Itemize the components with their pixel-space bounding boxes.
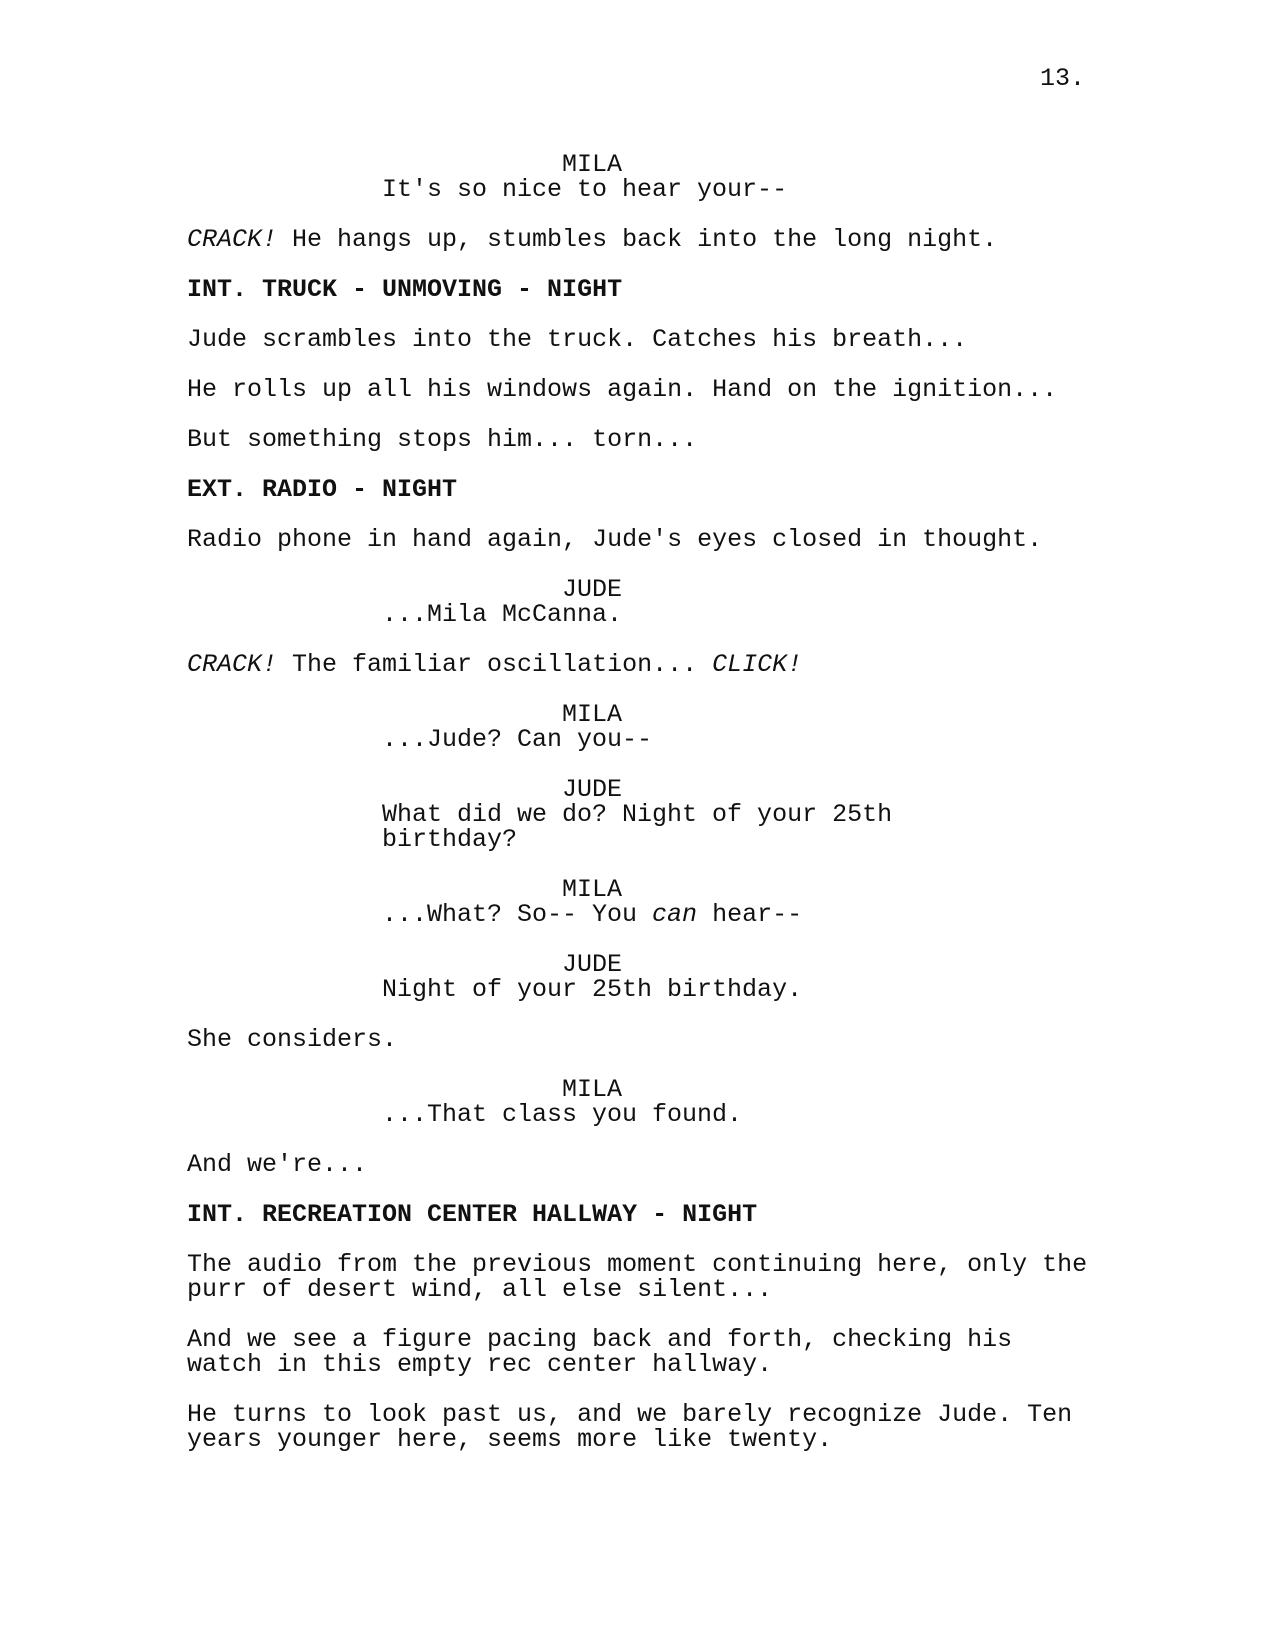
action-line bbox=[187, 427, 1107, 452]
text-run: The audio from the previous moment continuing here, only the purr of desert wind, all else silent... bbox=[187, 1250, 1088, 1304]
action-line bbox=[187, 377, 1107, 402]
dialogue-line: ...Jude? Can you-- bbox=[382, 725, 653, 754]
text-run: Jude scrambles into the truck. Catches his breath... bbox=[187, 325, 968, 354]
action-line bbox=[187, 1152, 1107, 1177]
text-run: And we see a figure pacing back and forth, checking his watch in this empty rec center hallway. bbox=[187, 1325, 1013, 1379]
emphasis-text: CRACK! bbox=[187, 650, 278, 679]
scene-heading: INT. RECREATION CENTER HALLWAY - NIGHT bbox=[187, 1200, 758, 1229]
character-cue: JUDE bbox=[562, 950, 623, 979]
dialogue-line bbox=[382, 902, 902, 927]
text-run: He turns to look past us, and we barely recognize Jude. Ten years younger here, seems more like twenty. bbox=[187, 1400, 1073, 1454]
text-run: hear-- bbox=[697, 900, 803, 929]
action-line bbox=[187, 1402, 1107, 1452]
action-line bbox=[187, 527, 1107, 552]
dialogue-line: It's so nice to hear your-- bbox=[382, 175, 788, 204]
action-line bbox=[187, 327, 1107, 352]
text-run: But something stops him... torn... bbox=[187, 425, 698, 454]
action-line bbox=[187, 1327, 1107, 1377]
character-cue: MILA bbox=[562, 1075, 623, 1104]
dialogue-line: Night of your 25th birthday. bbox=[382, 975, 803, 1004]
text-run: And we're... bbox=[187, 1150, 368, 1179]
action-line bbox=[187, 1252, 1107, 1302]
character-cue: JUDE bbox=[562, 775, 623, 804]
dialogue-line: ...That class you found. bbox=[382, 1100, 743, 1129]
text-run: The familiar oscillation... bbox=[277, 650, 713, 679]
character-cue: JUDE bbox=[562, 575, 623, 604]
character-cue: MILA bbox=[562, 700, 623, 729]
text-run: He rolls up all his windows again. Hand on the ignition... bbox=[187, 375, 1058, 404]
action-line bbox=[187, 227, 1107, 252]
emphasis-text: CLICK! bbox=[712, 650, 803, 679]
action-line bbox=[187, 652, 1107, 677]
dialogue-line: What did we do? Night of your 25th birthday? bbox=[382, 800, 893, 854]
scene-heading: INT. TRUCK - UNMOVING - NIGHT bbox=[187, 275, 623, 304]
emphasis-text: CRACK! bbox=[187, 225, 278, 254]
emphasis-text: can bbox=[652, 900, 698, 929]
text-run: ...What? So-- You bbox=[382, 900, 653, 929]
character-cue: MILA bbox=[562, 875, 623, 904]
dialogue-line: ...Mila McCanna. bbox=[382, 600, 623, 629]
screenplay-body bbox=[187, 152, 1107, 1477]
scene-heading: EXT. RADIO - NIGHT bbox=[187, 475, 458, 504]
text-run: He hangs up, stumbles back into the long night. bbox=[277, 225, 998, 254]
character-cue: MILA bbox=[562, 150, 623, 179]
page-number: 13. bbox=[1040, 64, 1086, 93]
action-line bbox=[187, 1027, 1107, 1052]
text-run: Radio phone in hand again, Jude's eyes closed in thought. bbox=[187, 525, 1043, 554]
text-run: She considers. bbox=[187, 1025, 398, 1054]
